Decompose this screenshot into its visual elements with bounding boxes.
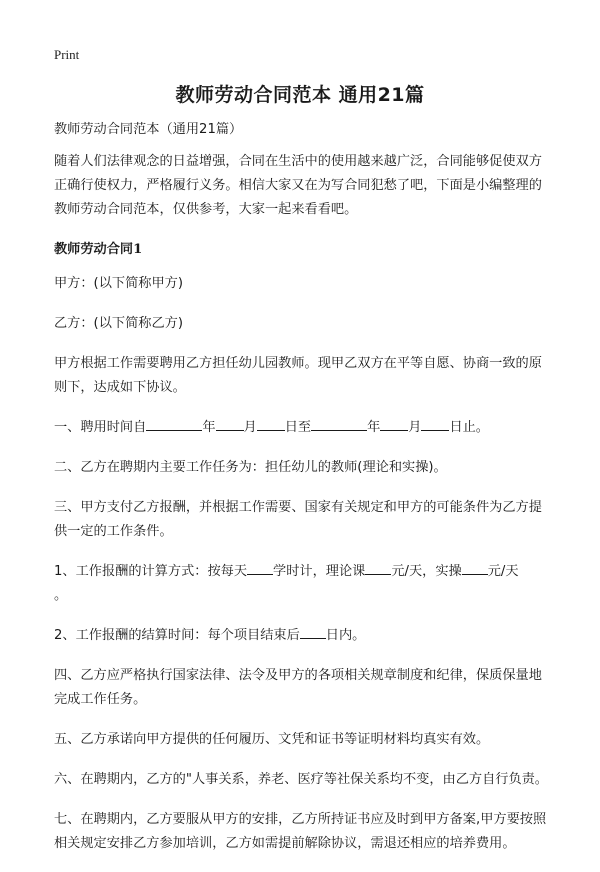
clause-3: 三、甲方支付乙方报酬，并根据工作需要、国家有关规定和甲方的可能条件为乙方提供一定的工作条件。 (54, 500, 542, 539)
intro-paragraph: 随着人们法律观念的日益增强，合同在生活中的使用越来越广泛，合同能够促使双方正确行使权力，严格履行义务。相信大家又在为写合同犯愁了吧，下面是小编整理的教师劳动合同范本，仅供参考，大家一起来看看吧。 (54, 154, 542, 217)
blank-field (300, 624, 326, 639)
clause-1-year-2: 年 (367, 420, 381, 435)
party-b-line: 乙方：(以下简称乙方) (54, 316, 183, 331)
clause-1-prefix: 一、聘用时间自 (54, 420, 147, 435)
clause-1-year-1: 年 (202, 420, 216, 435)
clause-3-1-part-2: 学时计，理论课 (273, 564, 366, 579)
blank-field (421, 416, 449, 431)
blank-field (365, 560, 391, 575)
clause-6: 六、在聘期内，乙方的"人事关系，养老、医疗等社保关系均不变，由乙方自行负责。 (54, 772, 548, 787)
clause-3-2-prefix: 2、工作报酬的结算时间：每个项目结束后 (54, 628, 300, 643)
clause-1-month-1: 月 (243, 420, 257, 435)
blank-field (380, 416, 408, 431)
party-a-line: 甲方：(以下简称甲方) (54, 276, 183, 291)
clause-1 (54, 416, 554, 440)
clause-3-1-part-4: 元/天 (487, 564, 519, 579)
clause-3-1-part-3: 元/天，实操 (391, 564, 462, 579)
clause-2: 二、乙方在聘期内主要工作任务为：担任幼儿的教师(理论和实操)。 (54, 460, 447, 475)
document-title: 教师劳动合同范本 通用21篇 (175, 84, 425, 106)
clause-3-2 (54, 624, 554, 648)
blank-field (257, 416, 285, 431)
clause-5: 五、乙方承诺向甲方提供的任何履历、文凭和证书等证明材料均真实有效。 (54, 732, 490, 747)
blank-field (247, 560, 273, 575)
clause-3-1 (54, 560, 554, 608)
print-label: Print (54, 47, 80, 62)
clause-3-1-tail: 。 (54, 588, 68, 603)
preamble-paragraph: 甲方根据工作需要聘用乙方担任幼儿园教师。现甲乙双方在平等自愿、协商一致的原则下，达成如下协议。 (54, 356, 542, 395)
document-subtitle: 教师劳动合同范本（通用21篇） (54, 122, 243, 137)
clause-1-day-1: 日至 (284, 420, 312, 435)
document-body (54, 118, 554, 872)
clause-3-1-prefix: 1、工作报酬的计算方式：按每天 (54, 564, 248, 579)
clause-3-2-suffix: 日内。 (325, 628, 366, 643)
blank-field (216, 416, 244, 431)
blank-field (311, 416, 367, 431)
blank-field (462, 560, 488, 575)
section-heading: 教师劳动合同1 (54, 242, 143, 257)
clause-7: 七、在聘期内，乙方要服从甲方的安排，乙方所持证书应及时到甲方备案,甲方要按照相关规定安排乙方参加培训，乙方如需提前解除协议，需退还相应的培养费用。 (54, 812, 547, 851)
clause-4: 四、乙方应严格执行国家法律、法令及甲方的各项相关规章制度和纪律，保质保量地完成工作任务。 (54, 668, 542, 707)
clause-1-month-2: 月 (408, 420, 422, 435)
blank-field (146, 416, 202, 431)
clause-1-day-2: 日止。 (449, 420, 489, 435)
